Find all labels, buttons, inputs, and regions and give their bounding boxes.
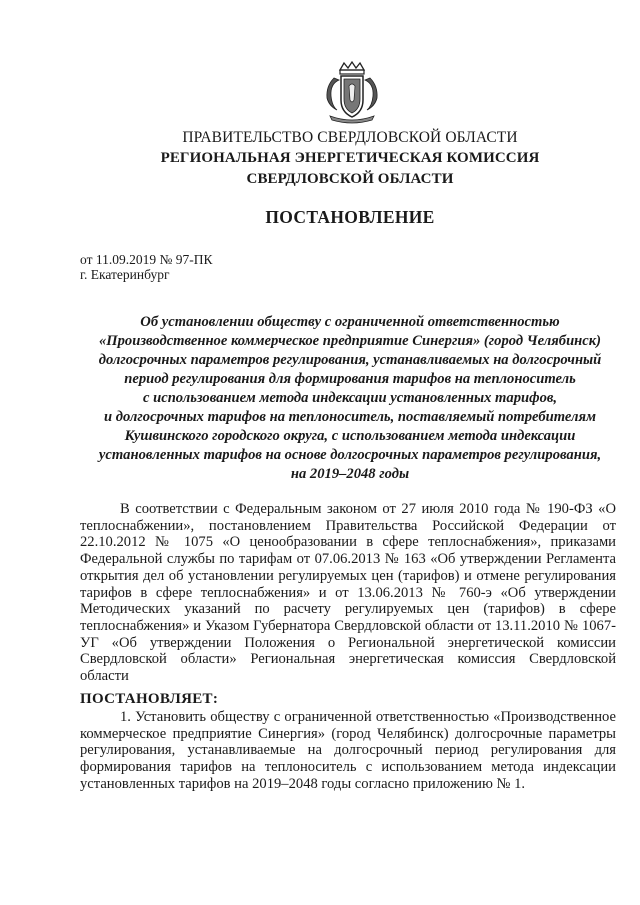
- title-line: Кушвинского городского округа, с использованием метода индексации: [124, 428, 576, 444]
- title-line: «Производственное коммерческое предприятие Синергия» (город Челябинск): [98, 333, 602, 349]
- organization-line-government: ПРАВИТЕЛЬСТВО СВЕРДЛОВСКОЙ ОБЛАСТИ: [182, 129, 518, 146]
- title-line: на 2019–2048 годы: [290, 466, 410, 482]
- document-city: г. Екатеринбург: [80, 267, 170, 282]
- resolves-heading: ПОСТАНОВЛЯЕТ:: [80, 691, 219, 707]
- preamble-paragraph: В соответствии с Федеральным законом от 27 июля 2010 года № 190-ФЗ «О теплоснабжении», постановлением Правительства Российской Федерации от 22.10.2012 № 1075 «О ценообразовании в сфере теплоснабжения», приказами Федеральной службы по тарифам от 07.06.2013 № 163 «Об утверждении Регламента открытия дел об установлении регулируемых цен (тарифов) и отмене регулирования тарифов в сфере теплоснабжения» и от 13.06.2013 № 760-э «Об утверждении Методических указаний по расчету регулируемых цен (тарифов) в сфере теплоснабжения» и Указом Губернатора Свердловской области от 13.11.2010 № 1067-УГ «Об утверждении Положения о Региональной энергетической комиссии Свердловской области» Региональная энергетическая комиссия Свердловской области: [80, 501, 616, 685]
- document-title: [70, 313, 630, 484]
- document-type-heading: ПОСТАНОВЛЕНИЕ: [265, 207, 435, 227]
- title-line: долгосрочных параметров регулирования, устанавливаемых на долгосрочный: [98, 352, 602, 368]
- title-line: установленных тарифов на основе долгосрочных параметров регулирования,: [98, 447, 602, 463]
- title-line: и долгосрочных тарифов на теплоноситель, поставляемый потребителям: [103, 409, 596, 425]
- title-line: Об установлении обществу с ограниченной ответственностью: [140, 314, 560, 330]
- title-line: с использованием метода индексации установленных тарифов,: [142, 390, 558, 406]
- organization-line-region: СВЕРДЛОВСКОЙ ОБЛАСТИ: [246, 171, 454, 187]
- document-date-number: от 11.09.2019 № 97-ПК: [80, 252, 213, 267]
- sverdlovsk-coat-of-arms-icon: [322, 60, 382, 124]
- organization-line-commission: РЕГИОНАЛЬНАЯ ЭНЕРГЕТИЧЕСКАЯ КОМИССИЯ: [160, 150, 540, 166]
- clause-1-paragraph: 1. Установить обществу с ограниченной ответственностью «Производственное коммерческое предприятие Синергия» (город Челябинск) долгосрочные параметры регулирования, устанавливаемые на долгосрочный период регулирования для формирования тарифов на теплоноситель с использованием метода индексации установленных тарифов на 2019–2048 годы согласно приложению № 1.: [80, 709, 616, 792]
- title-line: период регулирования для формирования тарифов на теплоноситель: [124, 371, 576, 387]
